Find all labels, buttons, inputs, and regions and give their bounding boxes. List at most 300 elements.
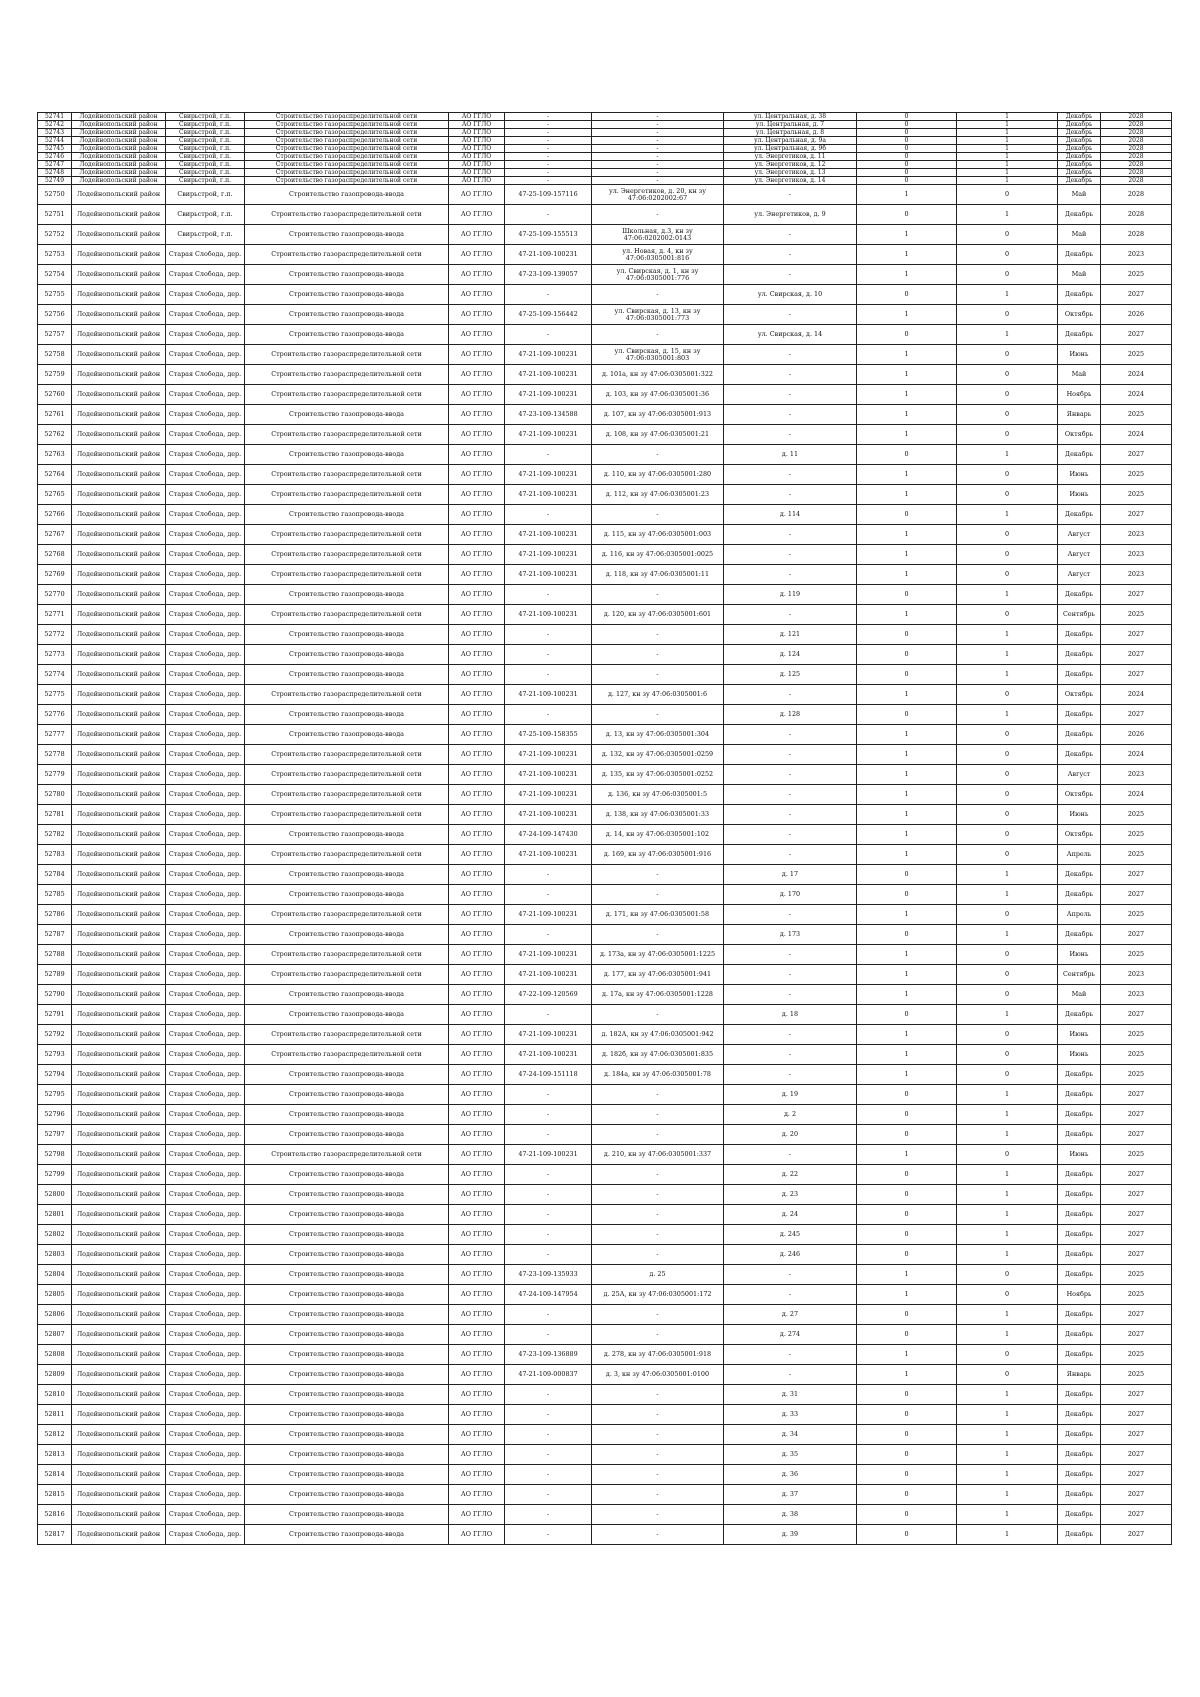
address-cell: д. 27 — [724, 1305, 857, 1325]
month-cell: Октябрь — [1058, 685, 1101, 705]
work-type-cell: Строительство газораспределительной сети — [245, 745, 449, 765]
year-cell: 2027 — [1101, 1505, 1172, 1525]
district-cell: Лодейнопольский район — [72, 905, 166, 925]
count-b-cell: 1 — [957, 505, 1058, 525]
count-a-cell: 1 — [857, 1265, 957, 1285]
settlement-cell: Старая Слобода, дер. — [166, 1045, 245, 1065]
month-cell: Декабрь — [1058, 153, 1101, 161]
count-a-cell: 0 — [857, 205, 957, 225]
year-cell: 2027 — [1101, 1385, 1172, 1405]
count-a-cell: 1 — [857, 725, 957, 745]
count-b-cell: 0 — [957, 845, 1058, 865]
work-type-cell: Строительство газораспределительной сети — [245, 161, 449, 169]
settlement-cell: Старая Слобода, дер. — [166, 805, 245, 825]
application-number-cell: 47-22-109-120569 — [505, 985, 592, 1005]
work-type-cell: Строительство газораспределительной сети — [245, 113, 449, 121]
organization-cell: АО ГГЛО — [449, 1205, 505, 1225]
address-with-plot-cell: - — [592, 1465, 724, 1485]
month-cell: Апрель — [1058, 845, 1101, 865]
address-cell: ул. Центральная, д. 9б — [724, 145, 857, 153]
district-cell: Лодейнопольский район — [72, 545, 166, 565]
address-cell: - — [724, 985, 857, 1005]
address-with-plot-cell: - — [592, 1305, 724, 1325]
year-cell: 2027 — [1101, 665, 1172, 685]
row-number-cell: 52765 — [38, 485, 72, 505]
year-cell: 2027 — [1101, 1245, 1172, 1265]
count-b-cell: 0 — [957, 545, 1058, 565]
month-cell: Декабрь — [1058, 1245, 1101, 1265]
month-cell: Декабрь — [1058, 1425, 1101, 1445]
table-row — [38, 121, 1172, 129]
count-a-cell: 0 — [857, 1225, 957, 1245]
organization-cell: АО ГГЛО — [449, 625, 505, 645]
year-cell: 2023 — [1101, 985, 1172, 1005]
district-cell: Лодейнопольский район — [72, 765, 166, 785]
table-row — [38, 161, 1172, 169]
month-cell: Октябрь — [1058, 825, 1101, 845]
address-with-plot-cell: ул. Свирская, д. 13, кн зу 47:06:0305001:773 — [592, 305, 724, 325]
district-cell: Лодейнопольский район — [72, 305, 166, 325]
month-cell: Декабрь — [1058, 445, 1101, 465]
settlement-cell: Старая Слобода, дер. — [166, 1385, 245, 1405]
application-number-cell: 47-21-109-000837 — [505, 1365, 592, 1385]
row-number-cell: 52782 — [38, 825, 72, 845]
work-type-cell: Строительство газопровода-ввода — [245, 1405, 449, 1425]
address-with-plot-cell: - — [592, 665, 724, 685]
row-number-cell: 52781 — [38, 805, 72, 825]
row-number-cell: 52772 — [38, 625, 72, 645]
address-cell: д. 119 — [724, 585, 857, 605]
work-type-cell: Строительство газопровода-ввода — [245, 1185, 449, 1205]
district-cell: Лодейнопольский район — [72, 1305, 166, 1325]
row-number-cell: 52807 — [38, 1325, 72, 1345]
application-number-cell: - — [505, 1165, 592, 1185]
count-b-cell: 1 — [957, 1185, 1058, 1205]
month-cell: Декабрь — [1058, 645, 1101, 665]
count-b-cell: 1 — [957, 1165, 1058, 1185]
address-with-plot-cell: - — [592, 1105, 724, 1125]
table-row — [38, 1345, 1172, 1365]
application-number-cell: 47-21-109-100231 — [505, 385, 592, 405]
count-b-cell: 0 — [957, 965, 1058, 985]
row-number-cell: 52808 — [38, 1345, 72, 1365]
address-cell: - — [724, 685, 857, 705]
application-number-cell: 47-24-109-147430 — [505, 825, 592, 845]
application-number-cell: 47-25-109-156442 — [505, 305, 592, 325]
application-number-cell: - — [505, 325, 592, 345]
count-a-cell: 1 — [857, 945, 957, 965]
table-row — [38, 1005, 1172, 1025]
month-cell: Декабрь — [1058, 505, 1101, 525]
row-number-cell: 52809 — [38, 1365, 72, 1385]
month-cell: Декабрь — [1058, 1505, 1101, 1525]
month-cell: Декабрь — [1058, 1465, 1101, 1485]
address-cell: д. 170 — [724, 885, 857, 905]
address-with-plot-cell: д. 107, кн зу 47:06:0305001:913 — [592, 405, 724, 425]
district-cell: Лодейнопольский район — [72, 725, 166, 745]
address-cell: д. 274 — [724, 1325, 857, 1345]
count-a-cell: 0 — [857, 145, 957, 153]
organization-cell: АО ГГЛО — [449, 1345, 505, 1365]
year-cell: 2028 — [1101, 137, 1172, 145]
address-with-plot-cell: д. 118, кн зу 47:06:0305001:11 — [592, 565, 724, 585]
organization-cell: АО ГГЛО — [449, 505, 505, 525]
count-b-cell: 0 — [957, 565, 1058, 585]
work-type-cell: Строительство газопровода-ввода — [245, 1225, 449, 1245]
year-cell: 2027 — [1101, 1525, 1172, 1545]
district-cell: Лодейнопольский район — [72, 245, 166, 265]
application-number-cell: - — [505, 1505, 592, 1525]
organization-cell: АО ГГЛО — [449, 385, 505, 405]
address-cell: ул. Энергетиков, д. 11 — [724, 153, 857, 161]
table-row — [38, 885, 1172, 905]
address-cell: - — [724, 385, 857, 405]
year-cell: 2025 — [1101, 825, 1172, 845]
table-row — [38, 405, 1172, 425]
address-cell: - — [724, 225, 857, 245]
district-cell: Лодейнопольский район — [72, 625, 166, 645]
district-cell: Лодейнопольский район — [72, 385, 166, 405]
district-cell: Лодейнопольский район — [72, 1405, 166, 1425]
district-cell: Лодейнопольский район — [72, 805, 166, 825]
address-with-plot-cell: - — [592, 1425, 724, 1445]
count-b-cell: 0 — [957, 905, 1058, 925]
address-with-plot-cell: д. 169, кн зу 47:06:0305001:916 — [592, 845, 724, 865]
district-cell: Лодейнопольский район — [72, 785, 166, 805]
address-with-plot-cell: - — [592, 1225, 724, 1245]
work-type-cell: Строительство газопровода-ввода — [245, 1085, 449, 1105]
work-type-cell: Строительство газопровода-ввода — [245, 665, 449, 685]
month-cell: Декабрь — [1058, 925, 1101, 945]
work-type-cell: Строительство газопровода-ввода — [245, 705, 449, 725]
district-cell: Лодейнопольский район — [72, 129, 166, 137]
address-with-plot-cell: ул. Свирская, д. 1, кн зу 47:06:0305001:776 — [592, 265, 724, 285]
year-cell: 2025 — [1101, 1345, 1172, 1365]
address-cell: - — [724, 1365, 857, 1385]
month-cell: Декабрь — [1058, 585, 1101, 605]
organization-cell: АО ГГЛО — [449, 169, 505, 177]
settlement-cell: Старая Слобода, дер. — [166, 845, 245, 865]
count-a-cell: 0 — [857, 1445, 957, 1465]
table-row — [38, 1085, 1172, 1105]
address-with-plot-cell: д. 210, кн зу 47:06:0305001:337 — [592, 1145, 724, 1165]
settlement-cell: Старая Слобода, дер. — [166, 1125, 245, 1145]
month-cell: Декабрь — [1058, 1165, 1101, 1185]
organization-cell: АО ГГЛО — [449, 965, 505, 985]
address-cell: д. 20 — [724, 1125, 857, 1145]
address-cell: ул. Энергетиков, д. 13 — [724, 169, 857, 177]
application-number-cell: - — [505, 1105, 592, 1125]
count-b-cell: 0 — [957, 225, 1058, 245]
row-number-cell: 52812 — [38, 1425, 72, 1445]
organization-cell: АО ГГЛО — [449, 113, 505, 121]
row-number-cell: 52764 — [38, 465, 72, 485]
count-b-cell: 0 — [957, 825, 1058, 845]
year-cell: 2028 — [1101, 145, 1172, 153]
work-type-cell: Строительство газораспределительной сети — [245, 121, 449, 129]
month-cell: Май — [1058, 185, 1101, 205]
address-cell: д. 37 — [724, 1485, 857, 1505]
organization-cell: АО ГГЛО — [449, 865, 505, 885]
table-row — [38, 925, 1172, 945]
month-cell: Декабрь — [1058, 121, 1101, 129]
month-cell: Декабрь — [1058, 1105, 1101, 1125]
year-cell: 2025 — [1101, 345, 1172, 365]
month-cell: Сентябрь — [1058, 965, 1101, 985]
application-number-cell: - — [505, 177, 592, 185]
row-number-cell: 52799 — [38, 1165, 72, 1185]
address-cell: - — [724, 1265, 857, 1285]
settlement-cell: Старая Слобода, дер. — [166, 1025, 245, 1045]
work-type-cell: Строительство газораспределительной сети — [245, 965, 449, 985]
count-a-cell: 1 — [857, 805, 957, 825]
year-cell: 2027 — [1101, 1445, 1172, 1465]
district-cell: Лодейнопольский район — [72, 113, 166, 121]
year-cell: 2024 — [1101, 425, 1172, 445]
count-b-cell: 1 — [957, 1425, 1058, 1445]
application-number-cell: - — [505, 1005, 592, 1025]
year-cell: 2023 — [1101, 525, 1172, 545]
row-number-cell: 52771 — [38, 605, 72, 625]
count-a-cell: 0 — [857, 1465, 957, 1485]
address-cell: ул. Свирская, д. 14 — [724, 325, 857, 345]
table-row — [38, 129, 1172, 137]
work-type-cell: Строительство газопровода-ввода — [245, 1285, 449, 1305]
organization-cell: АО ГГЛО — [449, 765, 505, 785]
row-number-cell: 52780 — [38, 785, 72, 805]
month-cell: Декабрь — [1058, 1185, 1101, 1205]
settlement-cell: Старая Слобода, дер. — [166, 305, 245, 325]
application-number-cell: 47-21-109-100231 — [505, 545, 592, 565]
address-cell: - — [724, 545, 857, 565]
row-number-cell: 52813 — [38, 1445, 72, 1465]
address-with-plot-cell: - — [592, 1325, 724, 1345]
table-row — [38, 1305, 1172, 1325]
table-row — [38, 325, 1172, 345]
table-row — [38, 605, 1172, 625]
table-row — [38, 1125, 1172, 1145]
work-type-cell: Строительство газораспределительной сети — [245, 805, 449, 825]
count-a-cell: 1 — [857, 1025, 957, 1045]
district-cell: Лодейнопольский район — [72, 1345, 166, 1365]
settlement-cell: Старая Слобода, дер. — [166, 1145, 245, 1165]
settlement-cell: Старая Слобода, дер. — [166, 705, 245, 725]
district-cell: Лодейнопольский район — [72, 161, 166, 169]
address-cell: д. 33 — [724, 1405, 857, 1425]
application-number-cell: - — [505, 1125, 592, 1145]
count-a-cell: 1 — [857, 185, 957, 205]
year-cell: 2028 — [1101, 121, 1172, 129]
settlement-cell: Свирьстрой, г.п. — [166, 153, 245, 161]
year-cell: 2027 — [1101, 885, 1172, 905]
application-number-cell: 47-23-109-139057 — [505, 265, 592, 285]
application-number-cell: 47-24-109-147954 — [505, 1285, 592, 1305]
work-type-cell: Строительство газораспределительной сети — [245, 129, 449, 137]
count-a-cell: 1 — [857, 1365, 957, 1385]
row-number-cell: 52769 — [38, 565, 72, 585]
year-cell: 2025 — [1101, 405, 1172, 425]
table-row — [38, 865, 1172, 885]
row-number-cell: 52779 — [38, 765, 72, 785]
application-number-cell: - — [505, 1465, 592, 1485]
application-number-cell: - — [505, 1185, 592, 1205]
settlement-cell: Свирьстрой, г.п. — [166, 169, 245, 177]
row-number-cell: 52794 — [38, 1065, 72, 1085]
count-b-cell: 1 — [957, 153, 1058, 161]
district-cell: Лодейнопольский район — [72, 1185, 166, 1205]
application-number-cell: 47-25-109-158355 — [505, 725, 592, 745]
application-number-cell: 47-21-109-100231 — [505, 465, 592, 485]
table-row — [38, 665, 1172, 685]
table-row — [38, 265, 1172, 285]
address-with-plot-cell: - — [592, 1245, 724, 1265]
month-cell: Декабрь — [1058, 1065, 1101, 1085]
count-a-cell: 1 — [857, 765, 957, 785]
year-cell: 2027 — [1101, 445, 1172, 465]
address-cell: - — [724, 345, 857, 365]
work-type-cell: Строительство газораспределительной сети — [245, 177, 449, 185]
organization-cell: АО ГГЛО — [449, 1025, 505, 1045]
settlement-cell: Старая Слобода, дер. — [166, 285, 245, 305]
address-cell: - — [724, 365, 857, 385]
work-type-cell: Строительство газораспределительной сети — [245, 425, 449, 445]
work-type-cell: Строительство газораспределительной сети — [245, 345, 449, 365]
year-cell: 2025 — [1101, 1145, 1172, 1165]
count-a-cell: 0 — [857, 865, 957, 885]
table-row — [38, 585, 1172, 605]
organization-cell: АО ГГЛО — [449, 205, 505, 225]
row-number-cell: 52810 — [38, 1385, 72, 1405]
row-number-cell: 52775 — [38, 685, 72, 705]
settlement-cell: Старая Слобода, дер. — [166, 1525, 245, 1545]
count-b-cell: 1 — [957, 121, 1058, 129]
organization-cell: АО ГГЛО — [449, 365, 505, 385]
count-a-cell: 1 — [857, 1065, 957, 1085]
table-row — [38, 1225, 1172, 1245]
application-number-cell: - — [505, 129, 592, 137]
application-number-cell: 47-21-109-100231 — [505, 1025, 592, 1045]
settlement-cell: Старая Слобода, дер. — [166, 345, 245, 365]
table-row — [38, 113, 1172, 121]
year-cell: 2027 — [1101, 1405, 1172, 1425]
count-a-cell: 1 — [857, 465, 957, 485]
year-cell: 2028 — [1101, 185, 1172, 205]
district-cell: Лодейнопольский район — [72, 525, 166, 545]
row-number-cell: 52796 — [38, 1105, 72, 1125]
row-number-cell: 52751 — [38, 205, 72, 225]
address-cell: ул. Свирская, д. 10 — [724, 285, 857, 305]
count-a-cell: 0 — [857, 885, 957, 905]
application-number-cell: 47-21-109-100231 — [505, 1045, 592, 1065]
address-cell: - — [724, 1345, 857, 1365]
address-with-plot-cell: д. 14, кн зу 47:06:0305001:102 — [592, 825, 724, 845]
address-with-plot-cell: д. 138, кн зу 47:06:0305001:33 — [592, 805, 724, 825]
table-row — [38, 1205, 1172, 1225]
application-number-cell: 47-21-109-100231 — [505, 965, 592, 985]
organization-cell: АО ГГЛО — [449, 725, 505, 745]
row-number-cell: 52798 — [38, 1145, 72, 1165]
count-a-cell: 0 — [857, 325, 957, 345]
address-with-plot-cell: д. 278, кн зу 47:06:0305001:918 — [592, 1345, 724, 1365]
district-cell: Лодейнопольский район — [72, 1445, 166, 1465]
count-a-cell: 0 — [857, 161, 957, 169]
work-type-cell: Строительство газопровода-ввода — [245, 1165, 449, 1185]
organization-cell: АО ГГЛО — [449, 129, 505, 137]
settlement-cell: Свирьстрой, г.п. — [166, 129, 245, 137]
count-a-cell: 0 — [857, 1385, 957, 1405]
settlement-cell: Старая Слобода, дер. — [166, 445, 245, 465]
count-a-cell: 0 — [857, 1165, 957, 1185]
work-type-cell: Строительство газораспределительной сети — [245, 1025, 449, 1045]
organization-cell: АО ГГЛО — [449, 1045, 505, 1065]
row-number-cell: 52814 — [38, 1465, 72, 1485]
month-cell: Декабрь — [1058, 325, 1101, 345]
address-with-plot-cell: - — [592, 505, 724, 525]
work-type-cell: Строительство газораспределительной сети — [245, 465, 449, 485]
table-row — [38, 345, 1172, 365]
month-cell: Октябрь — [1058, 305, 1101, 325]
application-number-cell: 47-25-109-155513 — [505, 225, 592, 245]
table-row — [38, 205, 1172, 225]
address-cell: ул. Энергетиков, д. 14 — [724, 177, 857, 185]
settlement-cell: Старая Слобода, дер. — [166, 665, 245, 685]
application-number-cell: 47-24-109-151118 — [505, 1065, 592, 1085]
count-b-cell: 1 — [957, 285, 1058, 305]
address-with-plot-cell: - — [592, 121, 724, 129]
application-number-cell: - — [505, 1405, 592, 1425]
address-cell: д. 246 — [724, 1245, 857, 1265]
address-with-plot-cell: - — [592, 325, 724, 345]
district-cell: Лодейнопольский район — [72, 465, 166, 485]
count-b-cell: 1 — [957, 1085, 1058, 1105]
count-b-cell: 0 — [957, 525, 1058, 545]
address-with-plot-cell: - — [592, 177, 724, 185]
address-with-plot-cell: - — [592, 153, 724, 161]
district-cell: Лодейнопольский район — [72, 137, 166, 145]
month-cell: Декабрь — [1058, 1125, 1101, 1145]
address-with-plot-cell: - — [592, 1085, 724, 1105]
count-a-cell: 0 — [857, 1105, 957, 1125]
settlement-cell: Свирьстрой, г.п. — [166, 225, 245, 245]
organization-cell: АО ГГЛО — [449, 1125, 505, 1145]
count-b-cell: 1 — [957, 1225, 1058, 1245]
count-b-cell: 0 — [957, 1145, 1058, 1165]
work-type-cell: Строительство газораспределительной сети — [245, 153, 449, 161]
settlement-cell: Старая Слобода, дер. — [166, 1005, 245, 1025]
month-cell: Декабрь — [1058, 1525, 1101, 1545]
year-cell: 2027 — [1101, 1165, 1172, 1185]
row-number-cell: 52767 — [38, 525, 72, 545]
application-number-cell: - — [505, 865, 592, 885]
count-a-cell: 1 — [857, 525, 957, 545]
settlement-cell: Старая Слобода, дер. — [166, 885, 245, 905]
count-a-cell: 1 — [857, 565, 957, 585]
count-a-cell: 1 — [857, 245, 957, 265]
address-with-plot-cell: д. 182А, кн зу 47:06:0305001:942 — [592, 1025, 724, 1045]
work-type-cell: Строительство газораспределительной сети — [245, 545, 449, 565]
count-b-cell: 1 — [957, 1405, 1058, 1425]
month-cell: Январь — [1058, 1365, 1101, 1385]
count-a-cell: 0 — [857, 1005, 957, 1025]
address-with-plot-cell: - — [592, 1385, 724, 1405]
application-number-cell: 47-21-109-100231 — [505, 485, 592, 505]
address-with-plot-cell: - — [592, 145, 724, 153]
year-cell: 2023 — [1101, 765, 1172, 785]
settlement-cell: Старая Слобода, дер. — [166, 905, 245, 925]
count-b-cell: 1 — [957, 1485, 1058, 1505]
year-cell: 2024 — [1101, 685, 1172, 705]
settlement-cell: Свирьстрой, г.п. — [166, 205, 245, 225]
